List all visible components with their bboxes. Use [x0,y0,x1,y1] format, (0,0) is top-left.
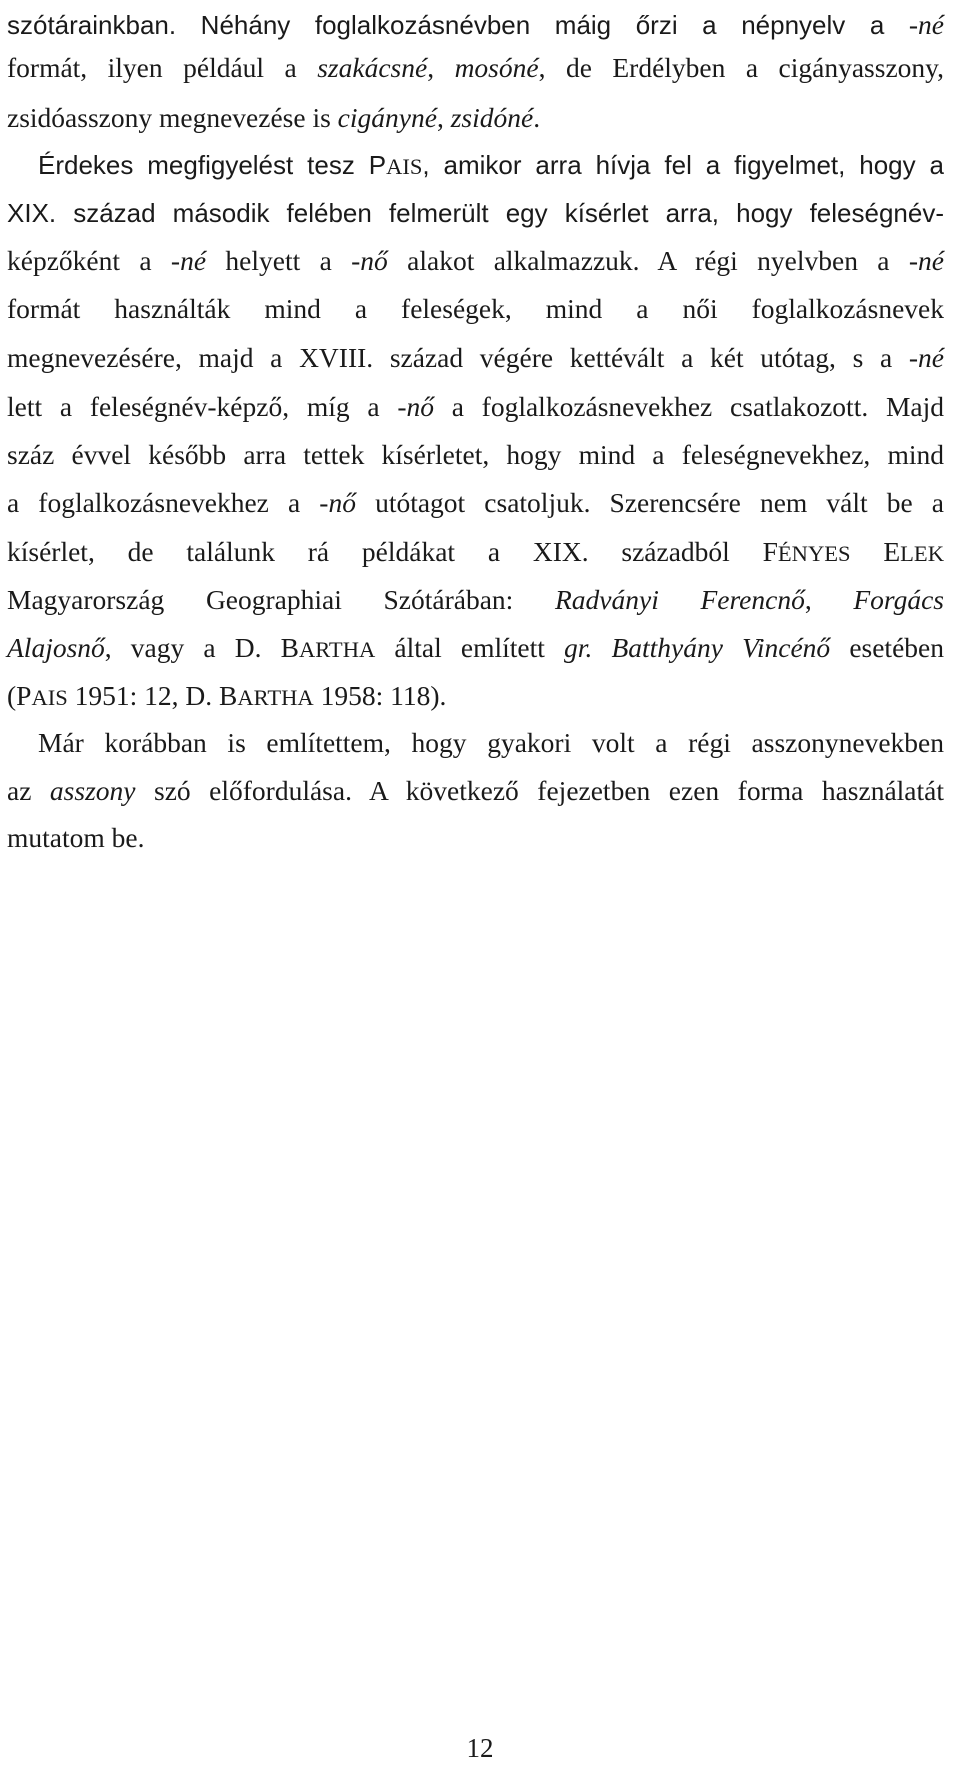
italic-term: Forgács [853,584,945,615]
text-run: a foglalkozásnevekhez a [7,487,320,518]
italic-term: -né [908,245,944,276]
text-run: száz évvel később arra tettek kísérletet, hogy mind a feleségnevekhez, mind [7,439,944,470]
small-caps-name: AIS [31,685,68,710]
text-run: helyett a [206,245,352,276]
text-run: , vagy a D. B [104,632,299,663]
text-line [7,430,944,480]
text-run: (P [7,680,32,711]
text-run: , de Erdélyben a cigányasszony, [538,52,944,83]
text-run: utótagot csatoljuk. Szerencsére nem vált be a [355,487,944,518]
italic-term: -nő [319,487,356,518]
small-caps-name: ÉNYES [777,541,851,566]
text-line [7,333,944,383]
italic-term: -né [908,342,944,373]
italic-term: -né [170,245,207,276]
italic-term: cigányné [337,102,437,133]
text-line [7,236,944,286]
text-run: megnevezésére, majd a XVIII. század végére kettévált a két utótag, s a [7,342,909,373]
text-line [7,284,944,334]
text-run: a foglalkozásnevekhez csatlakozott. Majd [433,391,945,422]
text-line [38,140,944,190]
text-run: szótárainkban. Néhány foglalkozásnévben máig őrzi a népnyelv a [7,10,909,40]
text-line [7,766,944,816]
text-run: formát, ilyen például a [7,52,318,83]
text-run: XIX. század második felében felmerült egy kísérlet arra, hogy feleségnév- [7,198,944,228]
italic-term: asszony [49,775,136,806]
italic-term: Radványi Ferencnő [554,584,805,615]
text-line [7,671,944,721]
text-line [7,623,944,673]
text-line [7,813,944,863]
text-run: zsidóasszony megnevezése is [7,102,338,133]
text-line [7,43,944,93]
text-run: Már korábban is említettem, hogy gyakori volt a régi asszonynevekben [38,727,944,758]
text-line [7,575,944,625]
italic-term: -nő [397,391,434,422]
text-run: 1958: 118). [313,680,447,711]
page-number: 12 [466,1733,494,1763]
text-line [7,527,944,577]
small-caps-name: AIS [386,154,423,179]
text-run: E [850,536,901,567]
text-run: által említett [375,632,565,663]
text-run: Érdekes megfigyelést tesz P [38,150,387,180]
text-line [38,718,944,768]
text-run: alakot alkalmazzuk. A régi nyelvben a [387,245,909,276]
small-caps-name: LEK [900,541,944,566]
text-line [7,93,944,143]
text-run: képzőként a [7,245,171,276]
text-run: az [7,775,50,806]
text-run: formát használták mind a feleségek, mind a női foglalkozásnevek [7,293,944,324]
italic-term: szakácsné [317,52,428,83]
text-run: 1951: 12, D. B [67,680,238,711]
italic-term: Alajosnő [7,632,105,663]
italic-term: -nő [351,245,388,276]
text-run: kísérlet, de találunk rá példákat a XIX. századból F [7,536,778,567]
text-run: , [427,52,455,83]
text-line [7,382,944,432]
text-run: esetében [830,632,944,663]
text-line [7,478,944,528]
text-run: mutatom be. [7,822,145,853]
text-run: Magyarország Geographiai Szótárában: [7,584,555,615]
text-run: szó előfordulása. A következő fejezetben ezen forma használatát [135,775,944,806]
text-run: lett a feleségnév-képző, míg a [7,391,398,422]
italic-term: -né [908,9,944,40]
italic-term: zsidóné [450,102,534,133]
text-run: , amikor arra hívja fel a figyelmet, hogy a [422,150,944,180]
text-run: . [533,102,541,133]
text-run: , [804,584,854,615]
small-caps-name: ARTHA [298,637,376,662]
text-line [7,188,944,238]
text-run: , [436,102,451,133]
italic-term: gr. Batthyány Vincénő [564,632,831,663]
italic-term: mosóné [454,52,539,83]
small-caps-name: ARTHA [237,685,314,710]
